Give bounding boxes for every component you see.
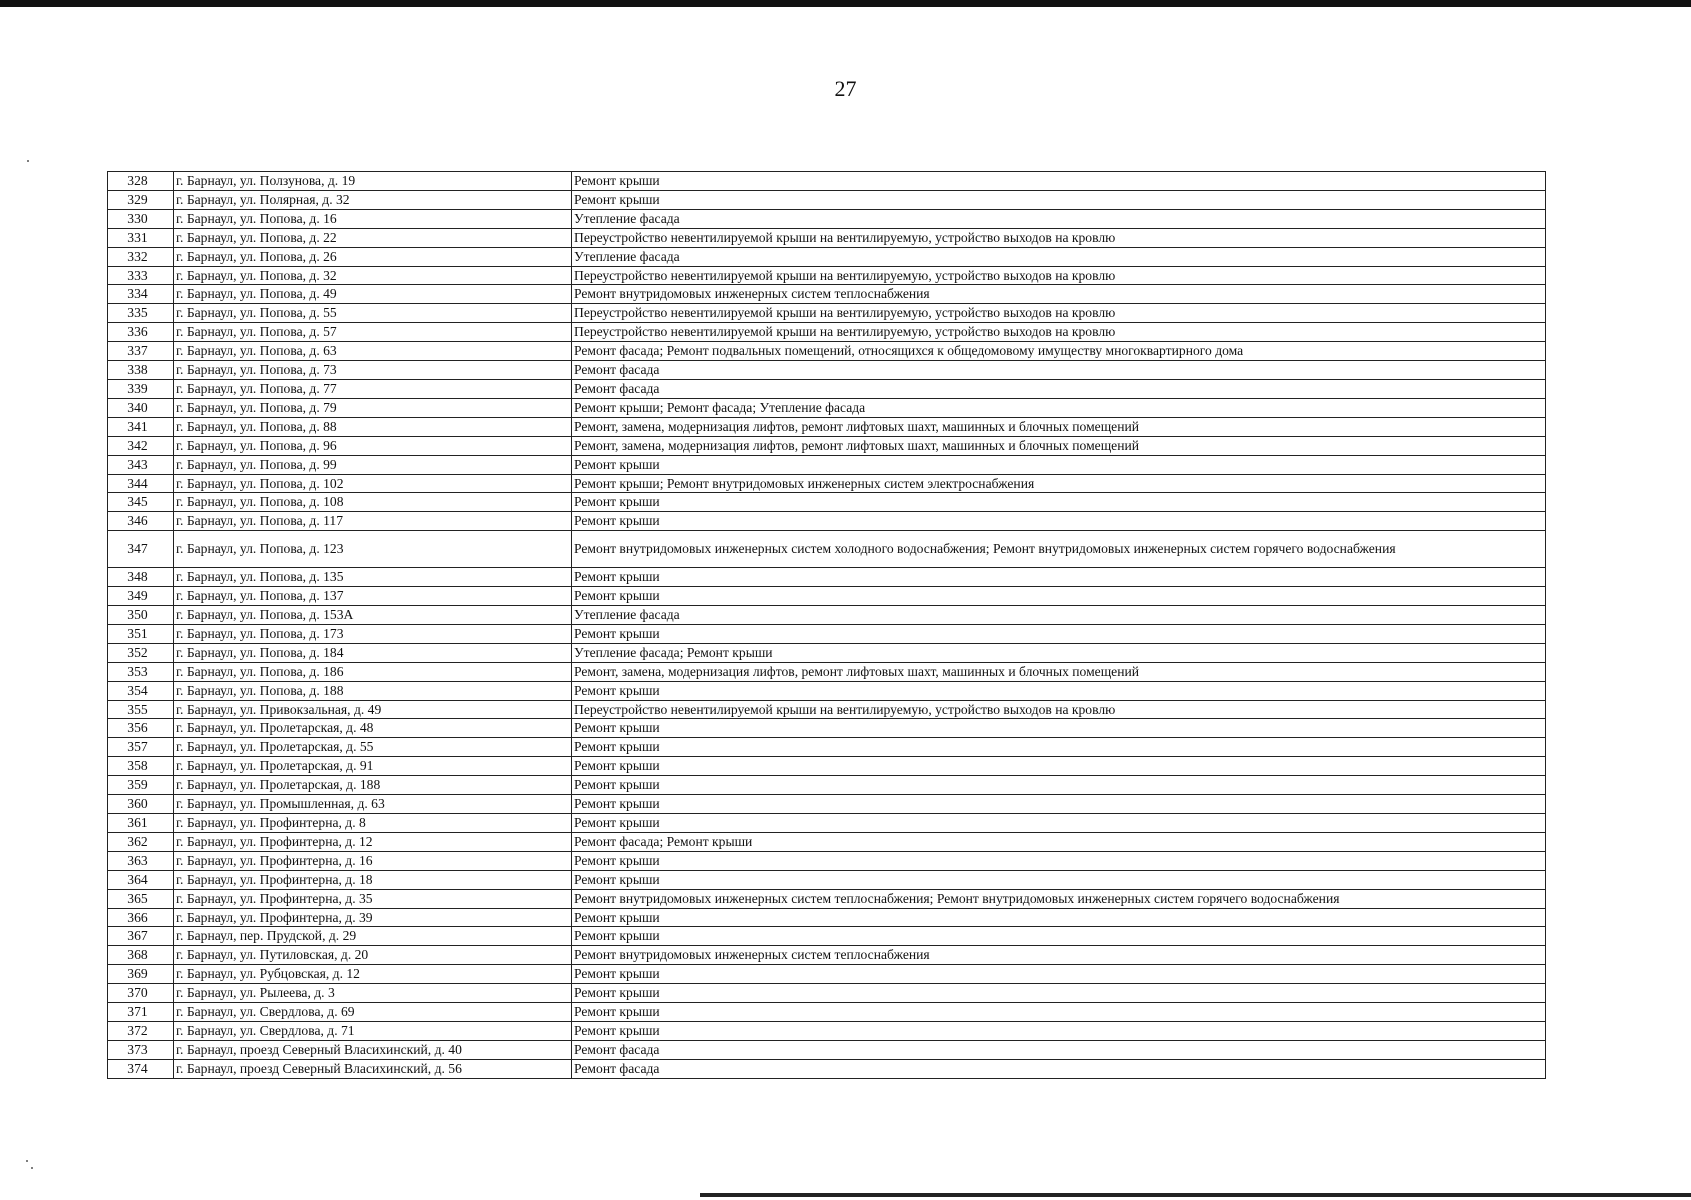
row-work-type: Ремонт крыши — [572, 795, 1546, 814]
table-row — [108, 568, 1546, 587]
row-work-type: Ремонт крыши — [572, 172, 1546, 191]
table-row — [108, 531, 1546, 568]
row-work-type: Ремонт внутридомовых инженерных систем холодного водоснабжения; Ремонт внутридомовых инженерных систем горячего водоснабжения — [572, 531, 1546, 568]
row-address: г. Барнаул, ул. Попова, д. 22 — [174, 228, 572, 247]
row-work-type: Ремонт крыши — [572, 908, 1546, 927]
table-row — [108, 851, 1546, 870]
row-number: 345 — [108, 493, 174, 512]
row-address: г. Барнаул, ул. Попова, д. 153А — [174, 606, 572, 625]
scan-speck — [26, 1160, 28, 1162]
row-number: 331 — [108, 228, 174, 247]
row-address: г. Барнаул, ул. Попова, д. 135 — [174, 568, 572, 587]
table-row — [108, 228, 1546, 247]
row-address: г. Барнаул, ул. Попова, д. 73 — [174, 361, 572, 380]
row-address: г. Барнаул, ул. Попова, д. 26 — [174, 247, 572, 266]
table-row — [108, 719, 1546, 738]
row-address: г. Барнаул, ул. Попова, д. 88 — [174, 417, 572, 436]
row-work-type: Ремонт фасада — [572, 1059, 1546, 1078]
scan-speck — [31, 1167, 33, 1169]
row-number: 340 — [108, 398, 174, 417]
table-row — [108, 832, 1546, 851]
table-row — [108, 965, 1546, 984]
row-address: г. Барнаул, ул. Привокзальная, д. 49 — [174, 700, 572, 719]
row-number: 360 — [108, 795, 174, 814]
row-address: г. Барнаул, ул. Пролетарская, д. 55 — [174, 738, 572, 757]
table-row — [108, 398, 1546, 417]
scan-speck — [27, 160, 29, 162]
row-number: 341 — [108, 417, 174, 436]
row-address: г. Барнаул, ул. Попова, д. 123 — [174, 531, 572, 568]
table-row — [108, 927, 1546, 946]
row-address: г. Барнаул, ул. Попова, д. 77 — [174, 379, 572, 398]
row-number: 353 — [108, 662, 174, 681]
row-work-type: Ремонт внутридомовых инженерных систем теплоснабжения; Ремонт внутридомовых инженерных систем горячего водоснабжения — [572, 889, 1546, 908]
row-address: г. Барнаул, ул. Попова, д. 57 — [174, 323, 572, 342]
row-number: 328 — [108, 172, 174, 191]
row-address: г. Барнаул, ул. Попова, д. 79 — [174, 398, 572, 417]
row-address: г. Барнаул, ул. Путиловская, д. 20 — [174, 946, 572, 965]
row-number: 373 — [108, 1040, 174, 1059]
row-work-type: Ремонт, замена, модернизация лифтов, ремонт лифтовых шахт, машинных и блочных помещений — [572, 417, 1546, 436]
row-number: 347 — [108, 531, 174, 568]
row-number: 349 — [108, 587, 174, 606]
table-row — [108, 795, 1546, 814]
row-address: г. Барнаул, ул. Попова, д. 99 — [174, 455, 572, 474]
table-row — [108, 304, 1546, 323]
repair-table-body — [108, 172, 1546, 1079]
row-address: г. Барнаул, ул. Попова, д. 137 — [174, 587, 572, 606]
row-address: г. Барнаул, ул. Профинтерна, д. 18 — [174, 870, 572, 889]
row-number: 370 — [108, 984, 174, 1003]
table-row — [108, 776, 1546, 795]
table-row — [108, 889, 1546, 908]
row-work-type: Переустройство невентилируемой крыши на вентилируемую, устройство выходов на кровлю — [572, 266, 1546, 285]
row-address: г. Барнаул, ул. Попова, д. 188 — [174, 681, 572, 700]
row-number: 348 — [108, 568, 174, 587]
table-row — [108, 946, 1546, 965]
row-number: 355 — [108, 700, 174, 719]
row-number: 364 — [108, 870, 174, 889]
table-row — [108, 1003, 1546, 1022]
row-work-type: Ремонт крыши — [572, 719, 1546, 738]
row-address: г. Барнаул, ул. Пролетарская, д. 91 — [174, 757, 572, 776]
table-row — [108, 587, 1546, 606]
row-number: 354 — [108, 681, 174, 700]
row-number: 336 — [108, 323, 174, 342]
table-row — [108, 493, 1546, 512]
row-number: 350 — [108, 606, 174, 625]
row-number: 329 — [108, 190, 174, 209]
table-row — [108, 436, 1546, 455]
row-work-type: Ремонт крыши — [572, 757, 1546, 776]
row-number: 366 — [108, 908, 174, 927]
row-work-type: Ремонт крыши — [572, 587, 1546, 606]
row-work-type: Ремонт фасада; Ремонт крыши — [572, 832, 1546, 851]
row-address: г. Барнаул, ул. Профинтерна, д. 12 — [174, 832, 572, 851]
row-address: г. Барнаул, ул. Профинтерна, д. 39 — [174, 908, 572, 927]
row-work-type: Ремонт крыши — [572, 1021, 1546, 1040]
row-address: г. Барнаул, ул. Пролетарская, д. 188 — [174, 776, 572, 795]
row-number: 374 — [108, 1059, 174, 1078]
table-row — [108, 379, 1546, 398]
row-work-type: Ремонт фасада; Ремонт подвальных помещений, относящихся к общедомовому имуществу многоквартирного дома — [572, 342, 1546, 361]
row-address: г. Барнаул, ул. Попова, д. 186 — [174, 662, 572, 681]
row-address: г. Барнаул, ул. Профинтерна, д. 8 — [174, 814, 572, 833]
table-row — [108, 984, 1546, 1003]
row-number: 346 — [108, 512, 174, 531]
row-work-type: Переустройство невентилируемой крыши на вентилируемую, устройство выходов на кровлю — [572, 304, 1546, 323]
row-number: 357 — [108, 738, 174, 757]
table-row — [108, 870, 1546, 889]
row-work-type: Переустройство невентилируемой крыши на вентилируемую, устройство выходов на кровлю — [572, 228, 1546, 247]
table-row — [108, 624, 1546, 643]
table-row — [108, 172, 1546, 191]
row-work-type: Ремонт фасада — [572, 361, 1546, 380]
row-work-type: Ремонт крыши — [572, 493, 1546, 512]
row-work-type: Ремонт крыши — [572, 190, 1546, 209]
row-number: 338 — [108, 361, 174, 380]
row-work-type: Ремонт крыши — [572, 624, 1546, 643]
row-number: 363 — [108, 851, 174, 870]
table-row — [108, 190, 1546, 209]
row-number: 332 — [108, 247, 174, 266]
row-address: г. Барнаул, ул. Пролетарская, д. 48 — [174, 719, 572, 738]
row-address: г. Барнаул, ул. Попова, д. 117 — [174, 512, 572, 531]
table-row — [108, 1021, 1546, 1040]
row-address: г. Барнаул, ул. Промышленная, д. 63 — [174, 795, 572, 814]
table-row — [108, 512, 1546, 531]
row-work-type: Ремонт крыши — [572, 870, 1546, 889]
row-work-type: Ремонт крыши — [572, 1003, 1546, 1022]
row-work-type: Ремонт крыши — [572, 927, 1546, 946]
row-number: 333 — [108, 266, 174, 285]
table-row — [108, 266, 1546, 285]
row-work-type: Ремонт крыши — [572, 814, 1546, 833]
row-number: 356 — [108, 719, 174, 738]
row-address: г. Барнаул, ул. Свердлова, д. 69 — [174, 1003, 572, 1022]
row-number: 342 — [108, 436, 174, 455]
row-work-type: Ремонт крыши — [572, 851, 1546, 870]
table-row — [108, 700, 1546, 719]
row-address: г. Барнаул, ул. Свердлова, д. 71 — [174, 1021, 572, 1040]
repair-table — [107, 171, 1546, 1079]
row-number: 343 — [108, 455, 174, 474]
row-number: 361 — [108, 814, 174, 833]
row-number: 339 — [108, 379, 174, 398]
row-address: г. Барнаул, ул. Полярная, д. 32 — [174, 190, 572, 209]
table-row — [108, 662, 1546, 681]
row-number: 334 — [108, 285, 174, 304]
row-work-type: Ремонт фасада — [572, 1040, 1546, 1059]
table-row — [108, 738, 1546, 757]
scan-top-border — [0, 0, 1691, 7]
row-address: г. Барнаул, ул. Попова, д. 96 — [174, 436, 572, 455]
table-row — [108, 323, 1546, 342]
row-number: 352 — [108, 643, 174, 662]
row-number: 369 — [108, 965, 174, 984]
row-work-type: Утепление фасада — [572, 209, 1546, 228]
table-row — [108, 342, 1546, 361]
row-work-type: Ремонт, замена, модернизация лифтов, ремонт лифтовых шахт, машинных и блочных помещений — [572, 662, 1546, 681]
row-address: г. Барнаул, проезд Северный Власихинский, д. 56 — [174, 1059, 572, 1078]
row-work-type: Утепление фасада; Ремонт крыши — [572, 643, 1546, 662]
row-number: 351 — [108, 624, 174, 643]
row-work-type: Ремонт фасада — [572, 379, 1546, 398]
row-address: г. Барнаул, ул. Попова, д. 63 — [174, 342, 572, 361]
row-work-type: Ремонт крыши — [572, 965, 1546, 984]
table-row — [108, 606, 1546, 625]
row-address: г. Барнаул, ул. Рубцовская, д. 12 — [174, 965, 572, 984]
row-address: г. Барнаул, пер. Прудской, д. 29 — [174, 927, 572, 946]
table-row — [108, 417, 1546, 436]
row-address: г. Барнаул, ул. Попова, д. 108 — [174, 493, 572, 512]
table-row — [108, 209, 1546, 228]
row-work-type: Ремонт внутридомовых инженерных систем теплоснабжения — [572, 285, 1546, 304]
row-number: 344 — [108, 474, 174, 493]
row-work-type: Ремонт, замена, модернизация лифтов, ремонт лифтовых шахт, машинных и блочных помещений — [572, 436, 1546, 455]
row-address: г. Барнаул, ул. Попова, д. 32 — [174, 266, 572, 285]
table-row — [108, 643, 1546, 662]
row-work-type: Переустройство невентилируемой крыши на вентилируемую, устройство выходов на кровлю — [572, 323, 1546, 342]
row-address: г. Барнаул, ул. Профинтерна, д. 16 — [174, 851, 572, 870]
scan-bottom-border — [700, 1193, 1691, 1197]
table-row — [108, 1040, 1546, 1059]
row-address: г. Барнаул, ул. Ползунова, д. 19 — [174, 172, 572, 191]
row-work-type: Утепление фасада — [572, 247, 1546, 266]
row-address: г. Барнаул, ул. Профинтерна, д. 35 — [174, 889, 572, 908]
row-work-type: Ремонт крыши; Ремонт внутридомовых инженерных систем электроснабжения — [572, 474, 1546, 493]
row-address: г. Барнаул, ул. Попова, д. 173 — [174, 624, 572, 643]
row-work-type: Ремонт внутридомовых инженерных систем теплоснабжения — [572, 946, 1546, 965]
table-row — [108, 814, 1546, 833]
table-row — [108, 474, 1546, 493]
row-number: 359 — [108, 776, 174, 795]
row-address: г. Барнаул, ул. Рылеева, д. 3 — [174, 984, 572, 1003]
page-number: 27 — [834, 76, 857, 101]
row-number: 337 — [108, 342, 174, 361]
row-number: 358 — [108, 757, 174, 776]
row-work-type: Переустройство невентилируемой крыши на вентилируемую, устройство выходов на кровлю — [572, 700, 1546, 719]
row-number: 365 — [108, 889, 174, 908]
table-row — [108, 908, 1546, 927]
table-row — [108, 361, 1546, 380]
row-number: 371 — [108, 1003, 174, 1022]
row-address: г. Барнаул, проезд Северный Власихинский, д. 40 — [174, 1040, 572, 1059]
row-address: г. Барнаул, ул. Попова, д. 102 — [174, 474, 572, 493]
table-row — [108, 455, 1546, 474]
row-number: 368 — [108, 946, 174, 965]
row-number: 362 — [108, 832, 174, 851]
row-work-type: Ремонт крыши — [572, 568, 1546, 587]
row-work-type: Ремонт крыши — [572, 681, 1546, 700]
row-number: 335 — [108, 304, 174, 323]
table-row — [108, 757, 1546, 776]
row-address: г. Барнаул, ул. Попова, д. 55 — [174, 304, 572, 323]
row-work-type: Ремонт крыши — [572, 984, 1546, 1003]
row-number: 367 — [108, 927, 174, 946]
row-work-type: Ремонт крыши — [572, 738, 1546, 757]
table-row — [108, 285, 1546, 304]
row-work-type: Ремонт крыши — [572, 776, 1546, 795]
row-number: 330 — [108, 209, 174, 228]
row-address: г. Барнаул, ул. Попова, д. 16 — [174, 209, 572, 228]
row-work-type: Утепление фасада — [572, 606, 1546, 625]
row-work-type: Ремонт крыши — [572, 512, 1546, 531]
row-address: г. Барнаул, ул. Попова, д. 184 — [174, 643, 572, 662]
row-number: 372 — [108, 1021, 174, 1040]
table-row — [108, 247, 1546, 266]
row-work-type: Ремонт крыши; Ремонт фасада; Утепление фасада — [572, 398, 1546, 417]
table-row — [108, 1059, 1546, 1078]
row-address: г. Барнаул, ул. Попова, д. 49 — [174, 285, 572, 304]
table-row — [108, 681, 1546, 700]
row-work-type: Ремонт крыши — [572, 455, 1546, 474]
